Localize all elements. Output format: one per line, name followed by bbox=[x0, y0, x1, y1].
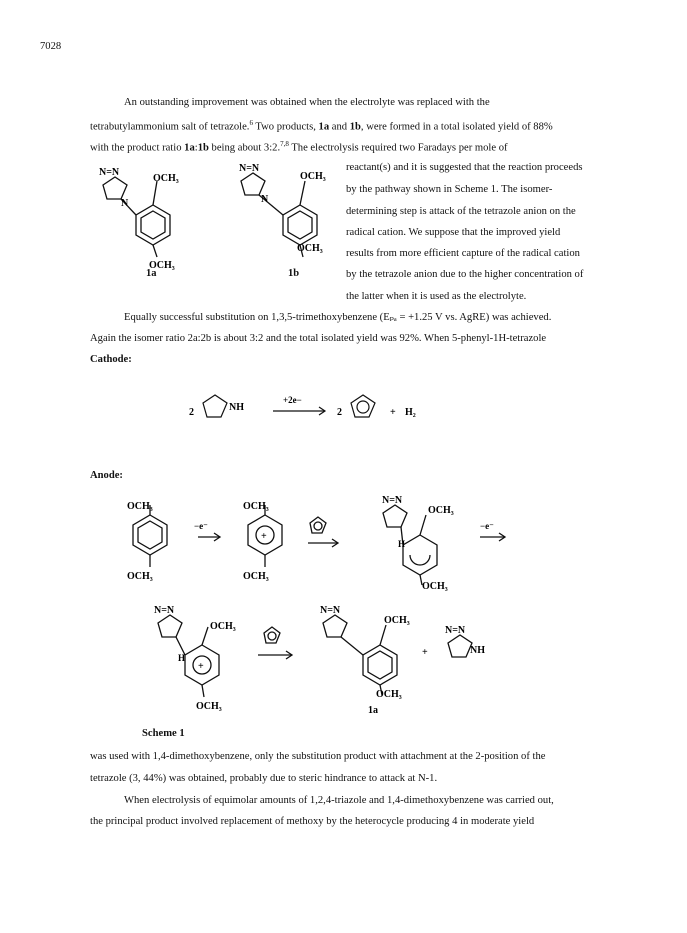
arrow-label: −e⁻ bbox=[194, 521, 208, 531]
nh-label: NH bbox=[470, 645, 485, 656]
och3-label: OCH₃ bbox=[196, 701, 222, 712]
cathode-heading: Cathode: bbox=[90, 354, 132, 365]
label-1a: 1a bbox=[146, 268, 157, 279]
tetrazole-ring bbox=[241, 173, 265, 195]
tetrazolide-ring bbox=[351, 395, 375, 417]
paragraph-3-line-2: tetrazole (3, 44%) was obtained, probably due to steric hindrance to attack at N-1. bbox=[90, 773, 438, 784]
bond bbox=[202, 627, 208, 645]
bond bbox=[380, 625, 386, 645]
anode-heading: Anode: bbox=[90, 470, 123, 481]
tetrazole-ring bbox=[158, 615, 182, 637]
anode-scheme-row-1 bbox=[110, 495, 550, 595]
och3-label: OCH₃ bbox=[297, 243, 323, 254]
h-label: H bbox=[178, 653, 186, 663]
footnote-ref: 7,8 bbox=[280, 140, 289, 148]
bond bbox=[300, 181, 305, 205]
atom-label: N=N bbox=[382, 495, 403, 506]
benzene-inner-ring bbox=[138, 521, 162, 549]
side-text-line-1: reactant(s) and it is suggested that the reaction proceeds bbox=[346, 162, 583, 173]
nh-label: NH bbox=[229, 402, 244, 413]
paragraph-1-line-1: An outstanding improvement was obtained when the electrolyte was replaced with the bbox=[124, 97, 490, 108]
radical-arc bbox=[410, 555, 430, 565]
paragraph-1-line-2 bbox=[90, 117, 553, 134]
tetrazole-ring bbox=[103, 177, 127, 199]
och3-label: OCH₃ bbox=[422, 581, 448, 592]
scheme-caption: Scheme 1 bbox=[142, 728, 185, 739]
text-run: tetrabutylammonium salt of tetrazole. bbox=[90, 121, 250, 133]
product-label: 1a bbox=[368, 705, 378, 716]
compound-ref: 1a bbox=[184, 142, 195, 154]
paragraph-4-line-2: the principal product involved replacement of methoxy by the heterocycle producing 4 in moderate yield bbox=[90, 816, 535, 827]
anion-circle bbox=[357, 401, 369, 413]
text-run: , were formed in a total isolated yield of 88% bbox=[360, 121, 553, 133]
och3-label: OCH₃ bbox=[300, 171, 326, 182]
atom-label: N=N bbox=[239, 163, 260, 174]
atom-label: N bbox=[261, 194, 269, 205]
page-number: 7028 bbox=[40, 41, 62, 52]
anion-circle bbox=[314, 522, 322, 530]
cathode-equation bbox=[185, 385, 485, 435]
text-run: with the product ratio bbox=[90, 142, 185, 154]
structures-1a-1b bbox=[85, 155, 345, 295]
side-text-line-3: determining step is attack of the tetrazole anion on the bbox=[346, 206, 576, 217]
text-run: Two products, bbox=[252, 121, 319, 133]
bond bbox=[153, 245, 157, 257]
och3-label: OCH₃ bbox=[243, 501, 269, 512]
tetrazole-ring bbox=[448, 635, 472, 657]
paragraph-1-line-3 bbox=[90, 138, 508, 155]
plus-sign: + bbox=[261, 531, 267, 542]
coefficient: 2 bbox=[189, 407, 194, 418]
plus-sign: + bbox=[390, 407, 396, 418]
arrow-label: −e⁻ bbox=[480, 521, 494, 531]
atom-label: N=N bbox=[445, 625, 466, 636]
text-run: and bbox=[329, 121, 350, 133]
coefficient: 2 bbox=[337, 407, 342, 418]
arrow-label: +2e− bbox=[283, 395, 302, 405]
tetrazole-ring bbox=[323, 615, 347, 637]
benzene-inner-ring bbox=[141, 211, 165, 239]
side-text-line-4: radical cation. We suppose that the improved yield bbox=[346, 227, 561, 238]
text-run: : bbox=[194, 142, 198, 154]
och3-label: OCH₃ bbox=[153, 173, 179, 184]
compound-ref: 1a bbox=[318, 121, 330, 133]
anion-circle bbox=[268, 632, 276, 640]
side-text-line-2: by the pathway shown in Scheme 1. The isomer- bbox=[346, 184, 553, 195]
bond bbox=[420, 515, 426, 535]
label-1b: 1b bbox=[288, 268, 300, 279]
footnote-ref: 6 bbox=[249, 119, 253, 127]
paragraph-2-line-1: Equally successful substitution on 1,3,5-trimethoxybenzene (Eₚₐ = +1.25 V vs. AgRE) was achieved. bbox=[124, 312, 552, 323]
atom-label: N=N bbox=[320, 605, 341, 616]
bond bbox=[202, 685, 204, 697]
structure-1a bbox=[103, 177, 170, 257]
och3-label: OCH₃ bbox=[210, 621, 236, 632]
side-text-line-6: by the tetrazole anion due to the higher concentration of bbox=[346, 269, 584, 280]
paragraph-3-line-1: was used with 1,4-dimethoxybenzene, only the substitution product with attachment at the 2-position of the bbox=[90, 751, 546, 762]
plus-sign: + bbox=[198, 661, 204, 672]
compound-ref: 1b bbox=[349, 121, 361, 133]
och3-label: OCH₃ bbox=[127, 501, 153, 512]
side-text-line-5: results from more efficient capture of the radical cation bbox=[346, 248, 580, 259]
benzene-inner-ring bbox=[368, 651, 392, 679]
h-label: H bbox=[398, 539, 406, 549]
och3-label: OCH₃ bbox=[149, 260, 175, 271]
benzene-inner-ring bbox=[288, 211, 312, 239]
compound-ref: 1b bbox=[197, 142, 209, 154]
text-run: The electrolysis required two Faradays per mole of bbox=[288, 142, 508, 154]
atom-label: N=N bbox=[99, 167, 120, 178]
text-run: being about 3:2. bbox=[208, 142, 281, 154]
paragraph-4-line-1: When electrolysis of equimolar amounts of 1,2,4-triazole and 1,4-dimethoxybenzene was carried out, bbox=[124, 795, 554, 806]
och3-label: OCH₃ bbox=[376, 689, 402, 700]
atom-label: N=N bbox=[154, 605, 175, 616]
atom-label: N bbox=[121, 198, 129, 209]
sigma-complex-ring bbox=[403, 535, 437, 575]
och3-label: OCH₃ bbox=[384, 615, 410, 626]
och3-label: OCH₃ bbox=[428, 505, 454, 516]
side-text-line-7: the latter when it is used as the electrolyte. bbox=[346, 291, 527, 302]
tetrazole-ring bbox=[383, 505, 407, 527]
och3-label: OCH₃ bbox=[243, 571, 269, 582]
anode-scheme-row-2 bbox=[140, 605, 540, 725]
och3-label: OCH₃ bbox=[127, 571, 153, 582]
bond bbox=[341, 637, 363, 655]
h2-label: H₂ bbox=[405, 407, 416, 418]
plus-sign: + bbox=[422, 647, 428, 658]
paragraph-2-line-2: Again the isomer ratio 2a:2b is about 3:2 and the total isolated yield was 92%. When 5-phenyl-1H-tetrazole bbox=[90, 333, 547, 344]
bond bbox=[153, 181, 157, 205]
tetrazole-ring bbox=[203, 395, 227, 417]
